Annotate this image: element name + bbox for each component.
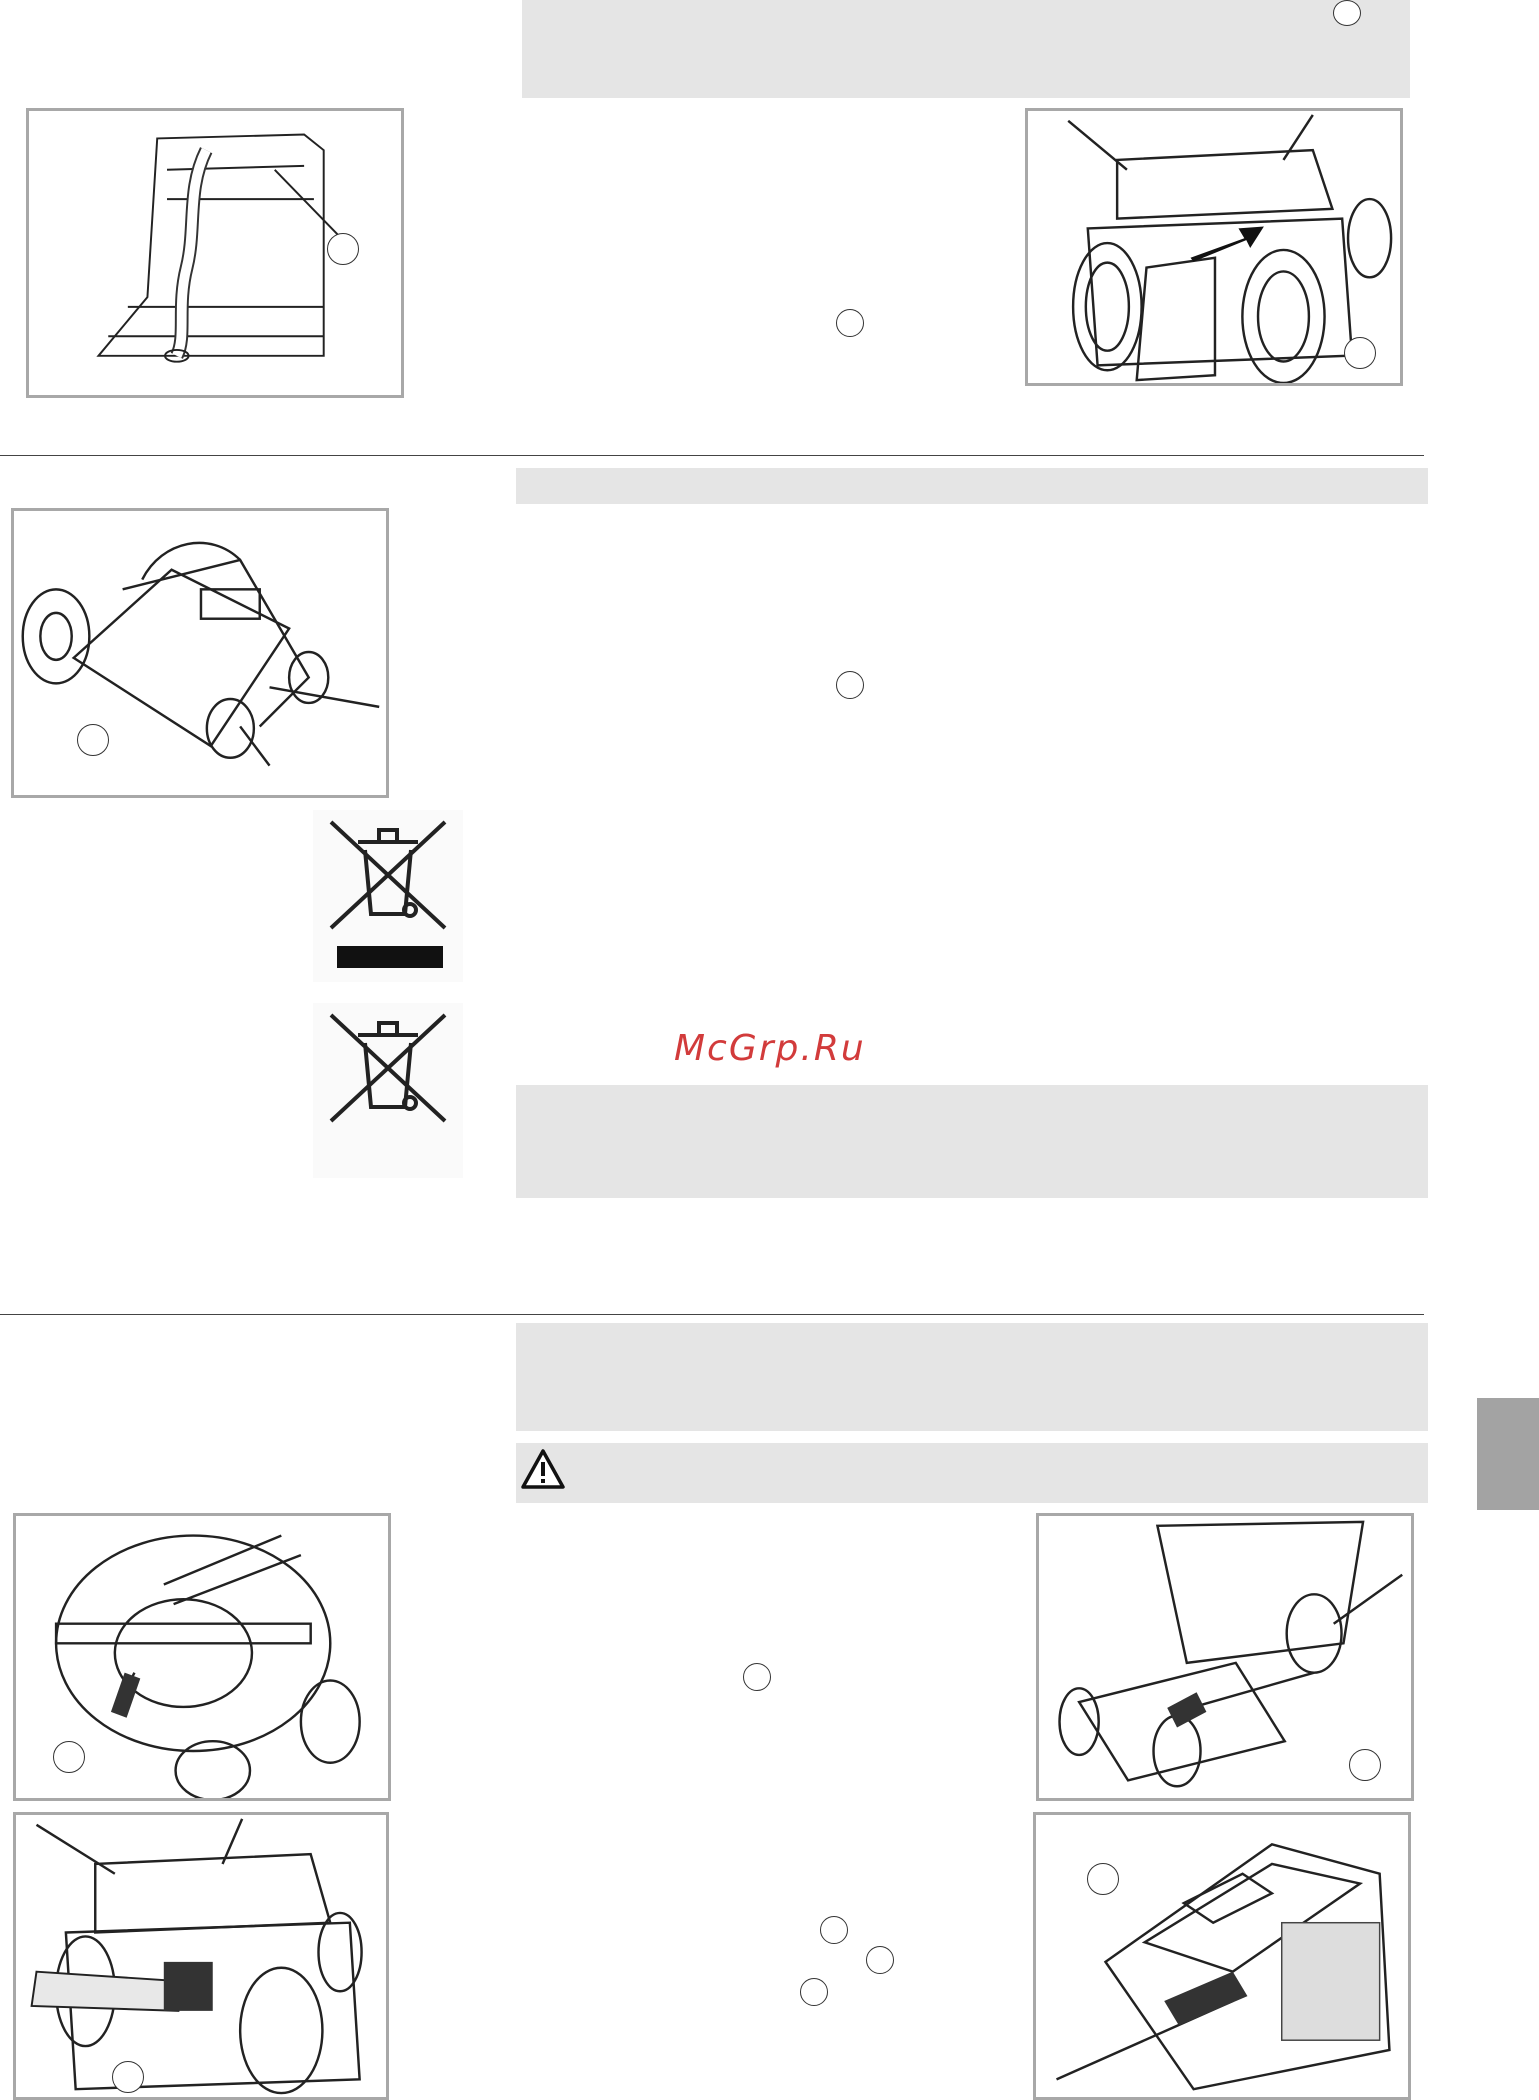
weee-symbol	[313, 1003, 463, 1178]
figure-callout	[53, 1741, 85, 1773]
warning-triangle-icon	[520, 1448, 566, 1490]
figure-mower-folded-storage	[11, 508, 389, 798]
figure-mower-body-brushing	[1036, 1513, 1414, 1801]
section-divider	[0, 455, 1424, 456]
figure-callout	[1344, 337, 1376, 369]
figure-underside-brushing	[13, 1812, 389, 2100]
figure-callout	[800, 1978, 828, 2006]
section-heading-bar	[516, 468, 1428, 504]
figure-callout	[1087, 1863, 1119, 1895]
figure-callout	[866, 1946, 894, 1974]
figure-callout	[836, 671, 864, 699]
mower-rear-illustration	[1028, 111, 1400, 383]
crossed-wheelie-bin-icon	[313, 810, 463, 982]
page-side-tab	[1477, 1398, 1539, 1510]
figure-callout	[820, 1916, 848, 1944]
figure-grass-box-fitting	[1025, 108, 1403, 386]
figure-callout	[836, 309, 864, 337]
mower-rear-brushing-illustration	[16, 1815, 386, 2097]
watermark: McGrp.Ru	[674, 1028, 866, 1069]
folded-mower-illustration	[14, 511, 386, 795]
figure-callout	[77, 724, 109, 756]
middle-note-box	[516, 1085, 1428, 1198]
figure-handle-cable-clip	[26, 108, 404, 398]
figure-callout	[327, 233, 359, 265]
warning-bar	[516, 1443, 1428, 1503]
figure-callout	[1349, 1749, 1381, 1781]
section-divider	[0, 1314, 1424, 1315]
figure-callout	[112, 2061, 144, 2093]
figure-grass-box-brushing	[1033, 1812, 1411, 2100]
crossed-wheelie-bin-icon	[313, 1003, 463, 1178]
figure-callout	[743, 1663, 771, 1691]
top-note-box	[522, 0, 1410, 98]
maintenance-note-box	[516, 1323, 1428, 1431]
weee-symbol-with-bar	[313, 810, 463, 982]
grass-box-brushing-illustration	[1036, 1815, 1408, 2097]
figure-callout	[1333, 0, 1361, 26]
figure-blade-cleaning	[13, 1513, 391, 1801]
